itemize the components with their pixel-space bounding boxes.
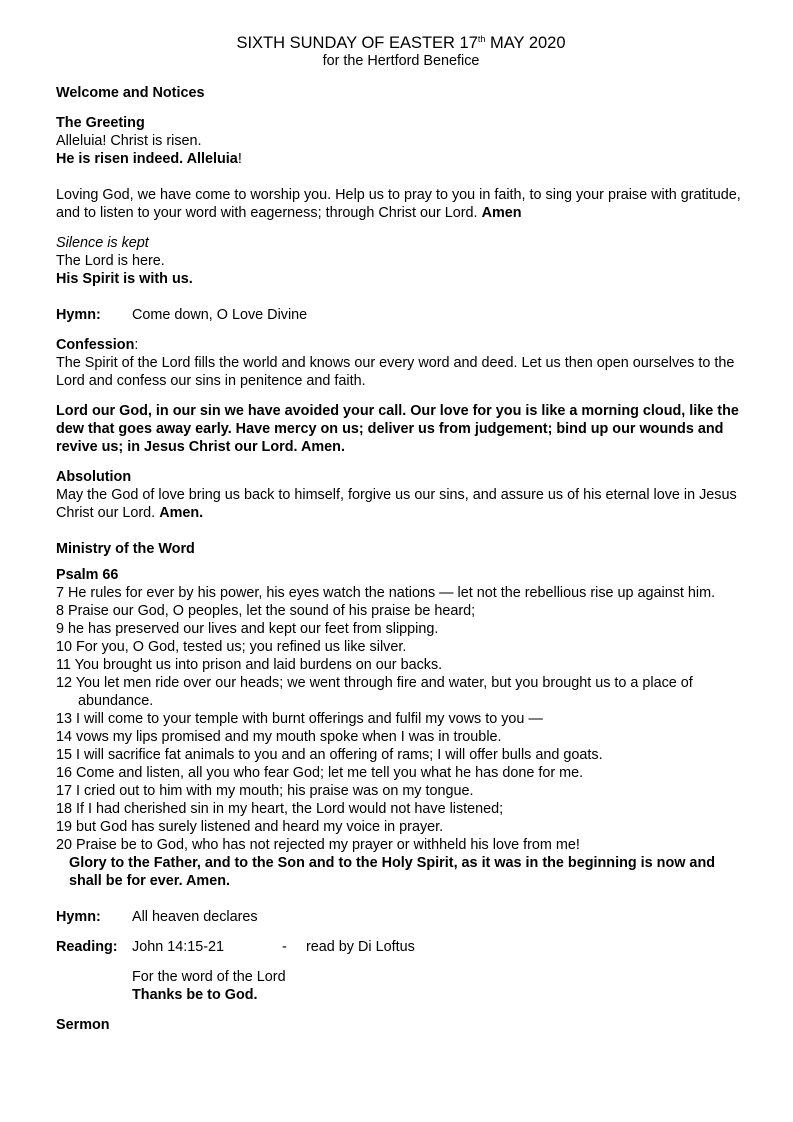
psalm-verse: 9 he has preserved our lives and kept our feet from slipping. [56, 621, 439, 637]
psalm-verse: 17 I cried out to him with my mouth; his praise was on my tongue. [56, 783, 474, 799]
sermon-heading: Sermon [56, 1017, 110, 1033]
confession-prayer: Lord our God, in our sin we have avoided your call. Our love for you is like a morning cloud, like the dew that goes away early. Have mercy on us; deliver us from judgement; bind up our wounds and revive us; in Jesus Christ our Lord. Amen. [56, 403, 739, 455]
hymn-2 [56, 908, 746, 926]
psalm-verse: 20 Praise be to God, who has not rejected my prayer or withheld his love from me! [56, 837, 580, 853]
hymn-1 [56, 306, 746, 324]
psalm-verse: 19 but God has surely listened and heard my voice in prayer. [56, 819, 444, 835]
page-title [56, 33, 746, 53]
service-sheet [56, 33, 746, 1034]
silence-rubric: Silence is kept [56, 235, 149, 251]
title-main: SIXTH SUNDAY OF EASTER 17 [236, 34, 478, 52]
reading-reader: read by Di Loftus [306, 939, 415, 955]
hymn-1-title: Come down, O Love Divine [132, 307, 308, 323]
ministry-heading: Ministry of the Word [56, 541, 195, 557]
greeting-line: Alleluia! Christ is risen. [56, 133, 202, 149]
reading-response: Thanks be to God. [132, 987, 258, 1003]
hymn-1-label: Hymn: [56, 307, 101, 323]
psalm-verse: 16 Come and listen, all you who fear God; let me tell you what he has done for me. [56, 765, 584, 781]
welcome-heading: Welcome and Notices [56, 85, 205, 101]
reading-reference: John 14:15-21 [132, 939, 225, 955]
psalm-verse: 10 For you, O God, tested us; you refined us like silver. [56, 639, 407, 655]
absolution-heading: Absolution [56, 469, 132, 485]
psalm-verse: 13 I will come to your temple with burnt offerings and fulfil my vows to you — [56, 711, 543, 727]
title-superscript: th [477, 34, 486, 44]
opening-prayer: Loving God, we have come to worship you. Help us to pray to you in faith, to sing your praise with gratitude, and to listen to your word with eagerness; through Christ our Lord. Amen [56, 187, 741, 221]
psalm-verse: 8 Praise our God, O peoples, let the sound of his praise be heard; [56, 603, 476, 619]
absolution-text: May the God of love bring us back to himself, forgive us our sins, and assure us of his eternal love in Jesus Christ our Lord. Amen. [56, 487, 737, 521]
psalm-verse: 7 He rules for ever by his power, his eyes watch the nations — let not the rebellious rise up against him. [56, 585, 716, 601]
psalm-verse: 14 vows my lips promised and my mouth spoke when I was in trouble. [56, 729, 502, 745]
confession-intro: The Spirit of the Lord fills the world and knows our every word and deed. Let us then open ourselves to the Lord and confess our sins in penitence and faith. [56, 355, 735, 389]
psalm-verse: 12 You let men ride over our heads; we went through fire and water, but you brought us to a place of abundance. [56, 675, 693, 709]
psalm-verse: 11 You brought us into prison and laid burdens on our backs. [56, 657, 443, 673]
reading-row [56, 938, 746, 956]
silence-line: The Lord is here. [56, 253, 165, 269]
psalm-heading: Psalm 66 [56, 567, 119, 583]
psalm-verse: 15 I will sacrifice fat animals to you and an offering of rams; I will offer bulls and goats. [56, 747, 603, 763]
reading-dash: - [282, 939, 287, 955]
hymn-2-title: All heaven declares [132, 909, 258, 925]
psalm-verses [56, 584, 746, 854]
greeting-response: He is risen indeed. Alleluia! [56, 151, 242, 167]
psalm-doxology: Glory to the Father, and to the Son and to the Holy Spirit, as it was in the beginning is now and shall be for ever. Amen. [69, 855, 716, 889]
psalm-verse: 18 If I had cherished sin in my heart, the Lord would not have listened; [56, 801, 504, 817]
confession-heading: Confession: [56, 337, 139, 353]
reading-versicle: For the word of the Lord [132, 969, 286, 985]
greeting-heading: The Greeting [56, 115, 145, 131]
silence-response: His Spirit is with us. [56, 271, 193, 287]
hymn-2-label: Hymn: [56, 909, 101, 925]
title-end: MAY 2020 [485, 34, 566, 52]
reading-label: Reading: [56, 939, 118, 955]
page-subtitle: for the Hertford Benefice [322, 53, 480, 69]
